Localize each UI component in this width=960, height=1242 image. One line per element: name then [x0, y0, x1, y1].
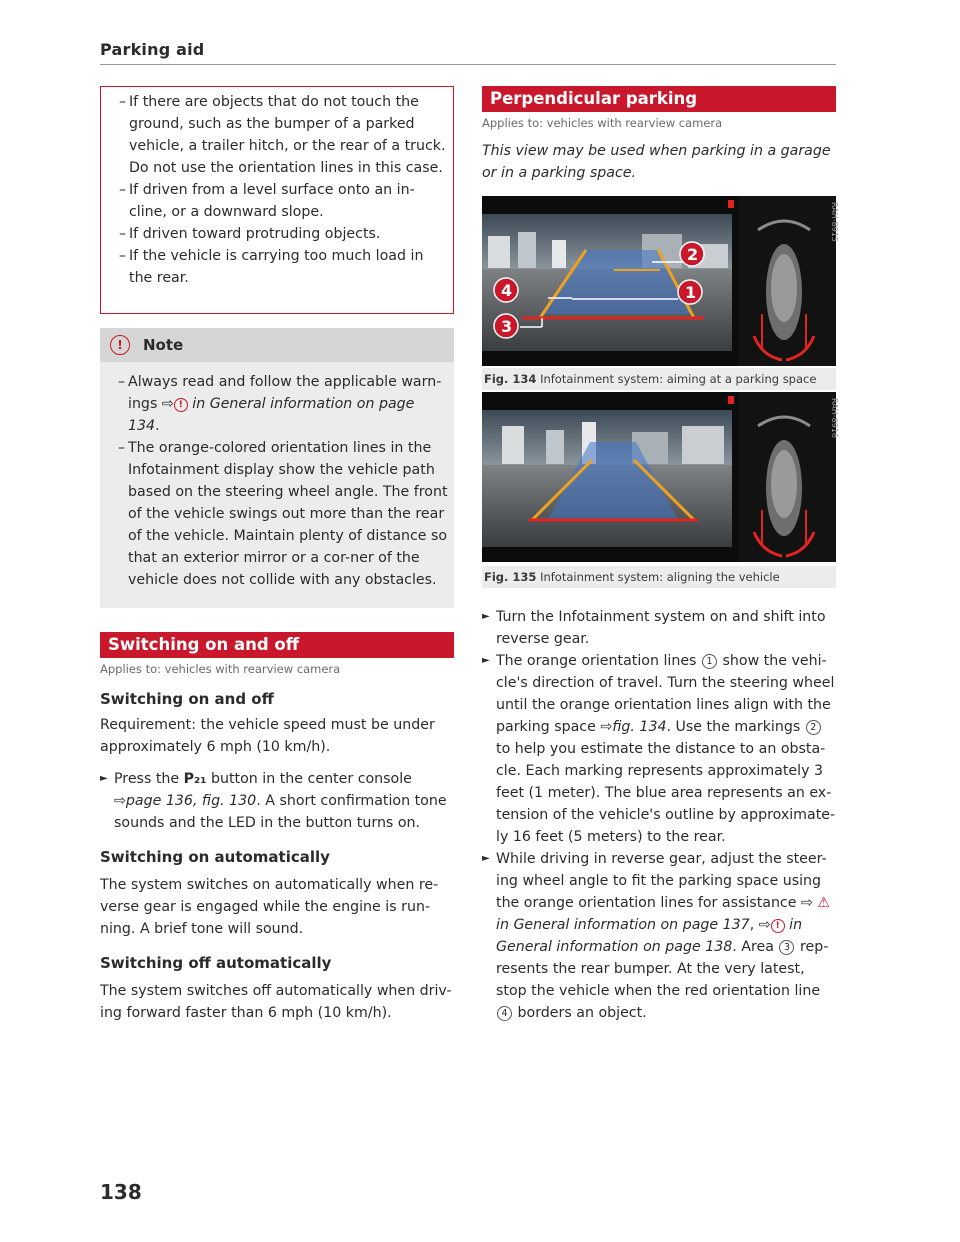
step-text: show the vehi-cle's direction of travel. Turn the steering wheel until the orange orientation lines align with the parking space: [496, 653, 835, 735]
bullet-triangle-icon: ►: [482, 611, 490, 622]
cross-reference-link[interactable]: fig. 134: [612, 719, 667, 735]
step-item: [482, 606, 838, 650]
figure-134: [482, 196, 839, 366]
callout-3: [494, 314, 518, 338]
step-text: Turn the Infotainment system on and shift into reverse gear.: [496, 609, 826, 647]
cross-reference-link[interactable]: in General information on page 138: [496, 917, 803, 955]
figure-id-134: RAH-8915: [830, 202, 839, 242]
figure-caption-text: Infotainment system: aligning the vehicle: [540, 570, 780, 584]
bullet-triangle-icon: ►: [482, 853, 490, 864]
callout-number: 3: [501, 317, 513, 336]
heading-auto-off: Switching off automatically: [100, 954, 332, 972]
figure-caption-135: [482, 566, 836, 588]
warning-triangle-icon: ⚠: [817, 895, 831, 911]
step-text: Press the: [114, 771, 180, 787]
note-item-text: Always read and follow the applicable warn-ings: [128, 374, 442, 412]
callout-2: [680, 242, 704, 266]
note-item: – Always read and follow the applicable warn-ings ⇨ ! in General information on page 134.: [118, 374, 442, 434]
callout-ref: 2: [806, 720, 821, 735]
requirement-text: Requirement: the vehicle speed must be under approximately 6 mph (10 km/h).: [100, 717, 435, 755]
warning-item-text: If the vehicle is carrying too much load in the rear.: [129, 248, 424, 286]
figure-caption-134: [482, 368, 836, 390]
cross-reference-link[interactable]: in General information on page 134: [128, 396, 415, 434]
page-number: 138: [100, 1180, 142, 1204]
note-body: [100, 362, 454, 608]
header-divider: [100, 64, 836, 65]
step-text: While driving in reverse gear, adjust the steer-ing wheel angle to fit the parking space using the orange orientation lines for assistance: [496, 851, 827, 911]
section-bar-perpendicular: Perpendicular parking: [482, 86, 836, 112]
step-text: borders an object.: [517, 1005, 647, 1021]
note-item: – The orange-colored orientation lines in the Infotainment display show the vehicle path based on the steering wheel angle. The front of the vehicle swings out more than the rear of the vehicle. Maintain plenty of distance so that an exterior mirror or a cor-ner of the vehicle does not collide with any obstacles.: [118, 440, 448, 588]
callout-ref: 1: [702, 654, 717, 669]
warning-item-text: If there are objects that do not touch the ground, such as the bumper of a parked vehicle, a trailer hitch, or the rear of a truck. Do not use the orientation lines in this case.: [129, 94, 446, 176]
callout-number: 4: [501, 281, 513, 300]
warning-item: – If driven from a level surface onto an in-cline, or a downward slope.: [119, 182, 415, 220]
warning-item: – If there are objects that do not touch the ground, such as the bumper of a parked vehicle, a trailer hitch, or the rear of a truck. Do not use the orientation lines in this case.: [119, 94, 446, 176]
warning-box: [100, 86, 454, 314]
warning-item-text: If driven from a level surface onto an in-cline, or a downward slope.: [129, 182, 415, 220]
figure-135: [482, 392, 839, 562]
step-text: . Area: [732, 939, 774, 955]
callout-ref: 4: [497, 1006, 512, 1021]
callout-1: [678, 280, 702, 304]
step-text: . A short confirmation tone sounds and the LED in the button turns on.: [114, 793, 447, 831]
heading-switching-on-off: Switching on and off: [100, 690, 274, 708]
figure-caption-text: Infotainment system: aiming at a parking space: [540, 372, 817, 386]
warning-item: – If the vehicle is carrying too much load in the rear.: [119, 248, 424, 286]
switching-content: [100, 690, 456, 1024]
heading-auto-on: Switching on automatically: [100, 848, 330, 866]
camera-view-134: [482, 196, 839, 366]
note-label: Note: [143, 336, 184, 354]
step-item: ► While driving in reverse gear, adjust the steer-ing wheel angle to fit the parking space using the orange orientation lines for assistance ⇨ ⚠ in General information on page 137, ⇨ ! in General information on page 138. Area 3 rep-resents the rear bumper. At the very latest, stop the vehicle when the red orientation line 4 borders an object.: [482, 848, 838, 1024]
section-bar-switching: Switching on and off: [100, 632, 454, 658]
perpendicular-steps: [482, 606, 838, 1024]
note-ref-icon: !: [174, 398, 188, 412]
warning-item-text: If driven toward protruding objects.: [129, 226, 381, 242]
callout-4: [494, 278, 518, 302]
bullet-triangle-icon: ►: [482, 655, 490, 666]
figure-id-135: RAH-8916: [830, 398, 839, 438]
park-assist-button-symbol: P₂₁: [183, 771, 207, 787]
figure-label: Fig. 134: [484, 372, 537, 386]
auto-on-text: The system switches on automatically when re-verse gear is engaged while the engine is run-ning. A brief tone will sound.: [100, 877, 439, 937]
callout-number: 1: [685, 283, 697, 302]
figure-label: Fig. 135: [484, 570, 537, 584]
step-text: to help you estimate the distance to an obsta-cle. Each marking represents approximately 3 feet (1 meter). The blue area represents an ex-tension of the vehicle's outline by approximate-ly 16 feet (5 meters) to the rear.: [496, 741, 836, 845]
note-header: [100, 328, 454, 362]
step-text: button in the center console: [211, 771, 412, 787]
note-ref-icon: !: [771, 919, 785, 933]
step-text: The orange orientation lines: [496, 653, 697, 669]
applies-to-switching: Applies to: vehicles with rearview camera: [100, 662, 341, 676]
callout-ref: 3: [779, 940, 794, 955]
press-button-step: ► Press the P₂₁ button in the center console ⇨page 136, fig. 130. A short confirmation tone sounds and the LED in the button turns on.: [100, 768, 456, 834]
note-item-text: The orange-colored orientation lines in the Infotainment display show the vehicle path based on the steering wheel angle. The front of the vehicle swings out more than the rear of the vehicle. Maintain plenty of distance so that an exterior mirror or a cor-ner of the vehicle does not collide with any obstacles.: [128, 440, 448, 588]
warning-item: – If driven toward protruding objects.: [119, 226, 381, 242]
intro-text: This view may be used when parking in a garage or in a parking space.: [482, 143, 831, 181]
camera-view-135: [482, 392, 839, 562]
bullet-triangle-icon: ►: [100, 773, 108, 784]
applies-to-perpendicular: Applies to: vehicles with rearview camera: [482, 116, 723, 130]
cross-reference-link[interactable]: in General information on page 137: [496, 917, 750, 933]
step-item: ► The orange orientation lines 1 show the vehi-cle's direction of travel. Turn the steering wheel until the orange orientation lines align with the parking space ⇨fig. 134. Use the markings 2 to help you estimate the distance to an obsta-cle. Each marking represents approximately 3 feet (1 meter). The blue area represents an ex-tension of the vehicle's outline by approximate-ly 16 feet (5 meters) to the rear.: [482, 650, 838, 848]
info-icon: !: [110, 335, 130, 355]
auto-off-text: The system switches off automatically when driv-ing forward faster than 6 mph (10 km/h).: [100, 983, 452, 1021]
step-text: rep-resents the rear bumper. At the very latest, stop the vehicle when the red orientation line: [496, 939, 829, 999]
cross-reference-link[interactable]: page 136, fig. 130: [125, 793, 257, 809]
running-header: Parking aid: [100, 40, 205, 59]
step-text: . Use the markings: [666, 719, 801, 735]
callout-number: 2: [687, 245, 699, 264]
